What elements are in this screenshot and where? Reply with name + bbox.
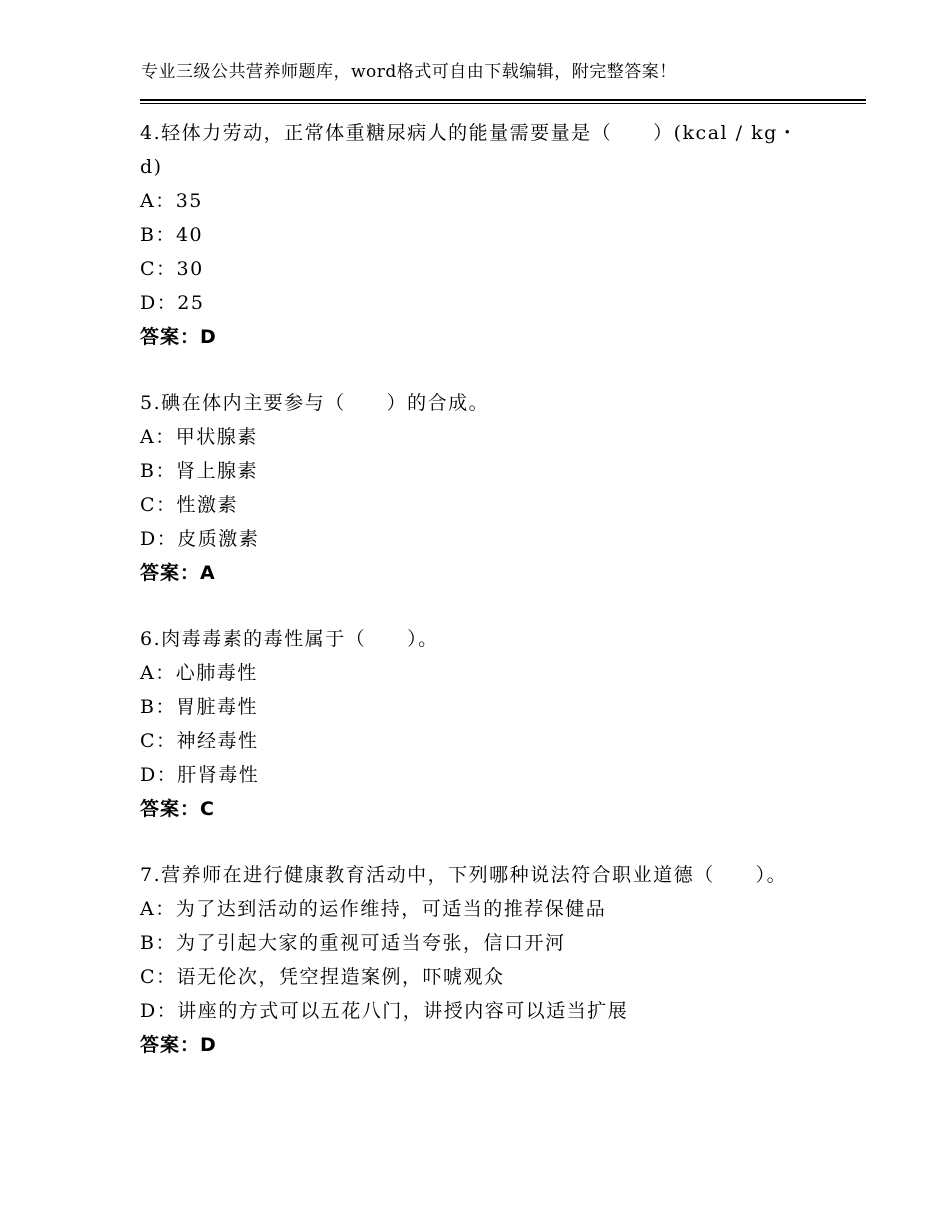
option-b: B：胃脏毒性 bbox=[140, 696, 258, 718]
answer-text: 答案：C bbox=[140, 798, 215, 820]
question-6 bbox=[140, 622, 800, 826]
option-a: A：为了达到活动的运作维持，可适当的推荐保健品 bbox=[140, 898, 607, 920]
option-c: C：语无伦次，凭空捏造案例，吓唬观众 bbox=[140, 966, 505, 988]
option-b: B：40 bbox=[140, 224, 204, 246]
option-d: D：讲座的方式可以五花八门，讲授内容可以适当扩展 bbox=[140, 1000, 629, 1022]
header-divider-thin bbox=[140, 103, 866, 104]
question-7 bbox=[140, 858, 800, 1062]
answer-text: 答案：D bbox=[140, 326, 217, 348]
answer-text: 答案：A bbox=[140, 562, 216, 584]
option-b: B：为了引起大家的重视可适当夸张，信口开河 bbox=[140, 932, 566, 954]
question-stem: 5.碘在体内主要参与（ ）的合成。 bbox=[140, 392, 490, 414]
option-a: A：心肺毒性 bbox=[140, 662, 258, 684]
option-c: C：30 bbox=[140, 258, 204, 280]
page-header: 专业三级公共营养师题库，word格式可自由下载编辑，附完整答案！ bbox=[141, 62, 677, 82]
option-d: D：肝肾毒性 bbox=[140, 764, 260, 786]
header-divider bbox=[140, 99, 866, 101]
question-4 bbox=[140, 116, 800, 354]
option-a: A：35 bbox=[140, 190, 203, 212]
question-5 bbox=[140, 386, 800, 590]
option-c: C：性激素 bbox=[140, 494, 239, 516]
option-a: A：甲状腺素 bbox=[140, 426, 258, 448]
question-stem: 4.轻体力劳动，正常体重糖尿病人的能量需要量是（ ）(kcal / kg・d) bbox=[140, 122, 799, 178]
question-list bbox=[140, 116, 800, 1094]
option-b: B：肾上腺素 bbox=[140, 460, 258, 482]
question-stem: 7.营养师在进行健康教育活动中，下列哪种说法符合职业道德（ ）。 bbox=[140, 864, 788, 886]
option-d: D：皮质激素 bbox=[140, 528, 260, 550]
answer-text: 答案：D bbox=[140, 1034, 217, 1056]
question-stem: 6.肉毒毒素的毒性属于（ ）。 bbox=[140, 628, 439, 650]
option-c: C：神经毒性 bbox=[140, 730, 259, 752]
option-d: D：25 bbox=[140, 292, 205, 314]
